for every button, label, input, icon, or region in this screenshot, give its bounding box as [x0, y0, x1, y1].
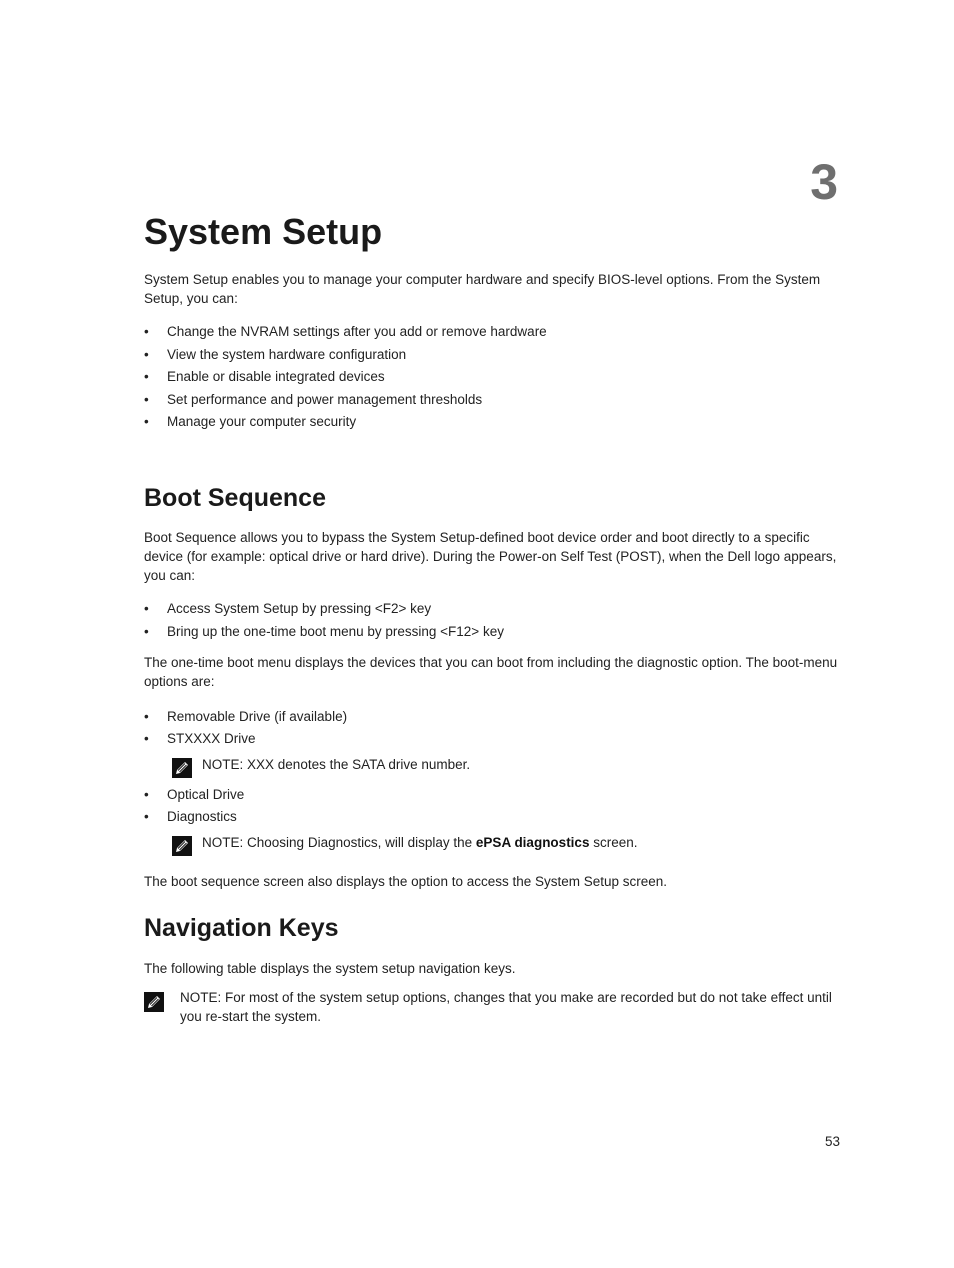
note [172, 833, 792, 857]
note-emphasis: ePSA diagnostics [475, 835, 590, 850]
section-heading-boot-sequence: Boot Sequence [144, 484, 326, 512]
note-body: Choosing Diagnostics, will display the [247, 835, 473, 850]
list-item-text: STXXXX Drive [167, 731, 256, 746]
bullet: • [144, 731, 149, 746]
list-item-text: Bring up the one-time boot menu by pressing <F12> key [167, 624, 504, 639]
note-body: XXX denotes the SATA drive number. [247, 757, 471, 772]
bullet: • [144, 347, 149, 362]
note-body: For most of the system setup options, changes that you make are recorded but do not take effect until you re-start the system. [180, 990, 832, 1024]
boot-sequence-intro: Boot Sequence allows you to bypass the System Setup-defined boot device order and boot directly to a specific device (for example: optical drive or hard drive). During the Power-on Self Test (POST), when the Dell logo appears, you can: [144, 530, 837, 583]
section-heading-navigation-keys: Navigation Keys [144, 914, 339, 942]
navigation-keys-intro: The following table displays the system setup navigation keys. [144, 961, 516, 976]
note-label: NOTE: [180, 990, 222, 1005]
bullet: • [144, 392, 149, 407]
note-label: NOTE: [202, 757, 244, 772]
list-item-text: Enable or disable integrated devices [167, 369, 385, 384]
page-title: System Setup [144, 211, 383, 252]
list-item-text: Set performance and power management thresholds [167, 392, 483, 407]
list-item-text: Manage your computer security [167, 414, 357, 429]
page-number: 53 [824, 1134, 840, 1149]
list-item-text: Access System Setup by pressing <F2> key [167, 601, 432, 616]
note-text [202, 833, 638, 852]
note-pencil-icon [144, 992, 164, 1012]
list-item-text: Optical Drive [167, 787, 245, 802]
bullet: • [144, 369, 149, 384]
boot-sequence-closing: The boot sequence screen also displays the option to access the System Setup screen. [144, 874, 668, 889]
bullet: • [144, 809, 149, 824]
bullet: • [144, 787, 149, 802]
note-pencil-icon [172, 758, 192, 778]
note [144, 988, 838, 1028]
note-pencil-icon [172, 836, 192, 856]
bullet: • [144, 601, 149, 616]
bullet: • [144, 624, 149, 639]
boot-menu-intro: The one-time boot menu displays the devices that you can boot from including the diagnostic option. The boot-menu options are: [144, 655, 838, 689]
bullet: • [144, 414, 149, 429]
note-label: NOTE: [202, 835, 244, 850]
note-text [180, 988, 835, 1026]
note-body-end: screen. [593, 835, 638, 850]
chapter-number: 3 [810, 154, 838, 210]
list-item-text: Change the NVRAM settings after you add or remove hardware [167, 324, 547, 339]
note [172, 755, 672, 779]
intro-paragraph: System Setup enables you to manage your computer hardware and specify BIOS-level options. From the System Setup, you can: [144, 272, 821, 306]
note-text [202, 755, 470, 774]
list-item-text: Removable Drive (if available) [167, 709, 348, 724]
bullet: • [144, 709, 149, 724]
bullet: • [144, 324, 149, 339]
list-item-text: Diagnostics [167, 809, 237, 824]
list-item-text: View the system hardware configuration [167, 347, 407, 362]
